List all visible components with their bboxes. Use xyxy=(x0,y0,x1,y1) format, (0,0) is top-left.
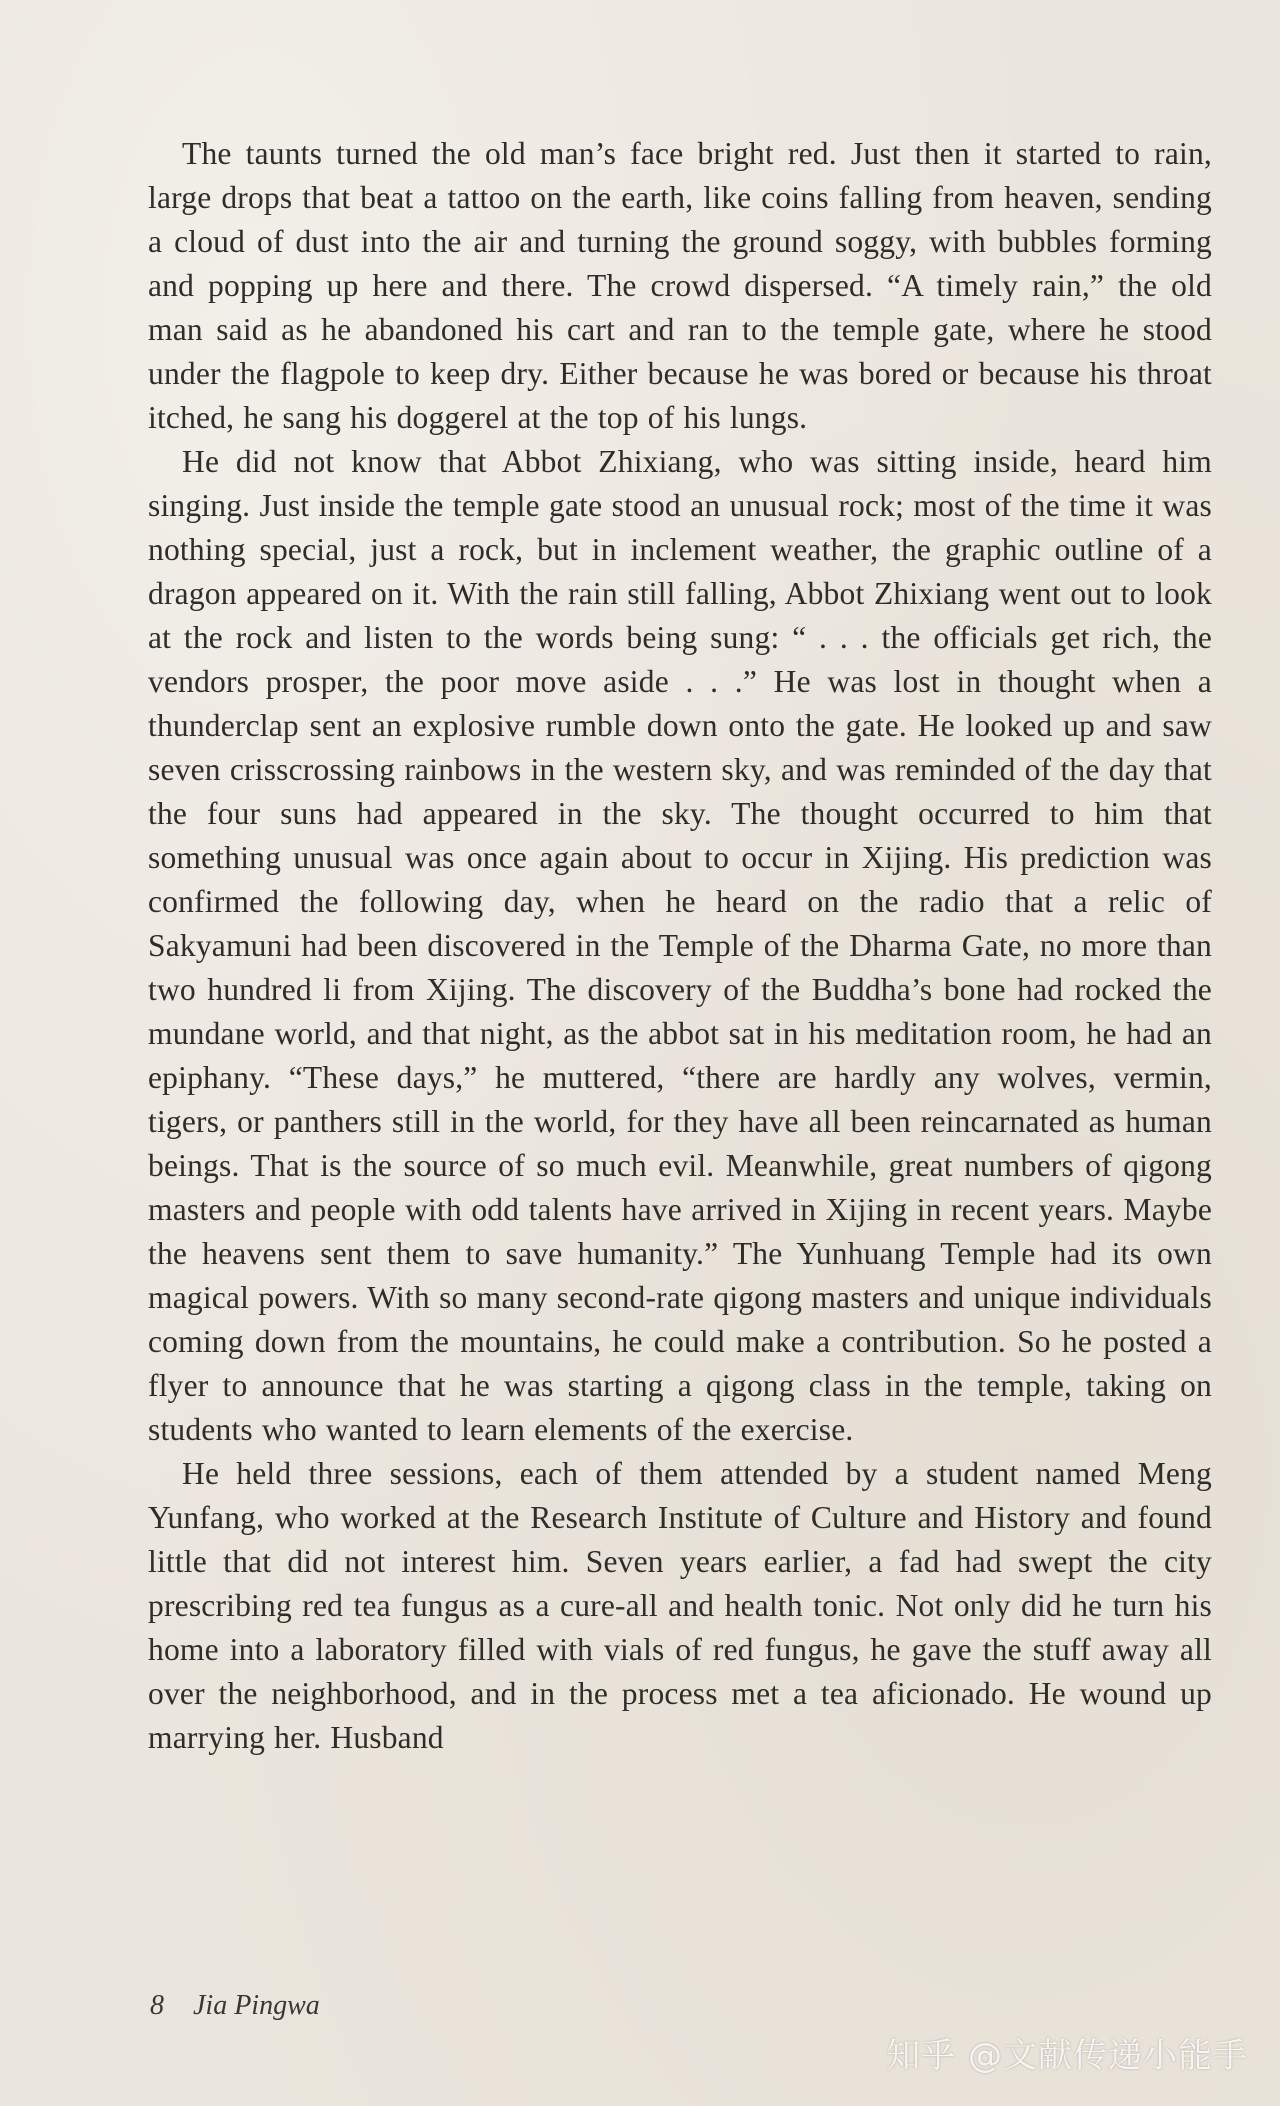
paragraph-3: He held three sessions, each of them attended by a student named Meng Yunfang, who worked at the Research Institute of Culture and History and found little that did not interest him. Seven years earlier, a fad had swept the city prescribing red tea fungus as a cure-all and health tonic. Not only did he turn his home into a laboratory filled with vials of red fungus, he gave the stuff away all over the neighborhood, and in the process met a tea aficionado. He wound up marrying her. Husband xyxy=(148,1456,1212,1755)
watermark-text: 知乎 @文献传递小能手 xyxy=(886,2036,1248,2076)
paragraph-2: He did not know that Abbot Zhixiang, who was sitting inside, heard him singing. Just inside the temple gate stood an unusual rock; most of the time it was nothing special, just a rock, but in inclement weather, the graphic outline of a dragon appeared on it. With the rain still falling, Abbot Zhixiang went out to look at the rock and listen to the words being sung: “ . . . the officials get rich, the vendors prosper, the poor move aside . . .” He was lost in thought when a thunderclap sent an explosive rumble down onto the gate. He looked up and saw seven crisscrossing rainbows in the western sky, and was reminded of the day that the four suns had appeared in the sky. The thought occurred to him that something unusual was once again about to occur in Xijing. His prediction was confirmed the following day, when he heard on the radio that a relic of Sakyamuni had been discovered in the Temple of the Dharma Gate, no more than two hundred li from Xijing. The discovery of the Buddha’s bone had rocked the mundane world, and that night, as the abbot sat in his meditation room, he had an epiphany. “These days,” he muttered, “there are hardly any wolves, vermin, tigers, or panthers still in the world, for they have all been reincarnated as human beings. That is the source of so much evil. Meanwhile, great numbers of qigong masters and people with odd talents have arrived in Xijing in recent years. Maybe the heavens sent them to save humanity.” The Yunhuang Temple had its own magical powers. With so many second-rate qigong masters and unique individuals coming down from the mountains, he could make a contribution. So he posted a flyer to announce that he was starting a qigong class in the temple, taking on students who wanted to learn elements of the exercise. xyxy=(148,444,1212,1447)
paragraph-1: The taunts turned the old man’s face bright red. Just then it started to rain, large drops that beat a tattoo on the earth, like coins falling from heaven, sending a cloud of dust into the air and turning the ground soggy, with bubbles forming and popping up here and there. The crowd dispersed. “A timely rain,” the old man said as he abandoned his cart and ran to the temple gate, where he stood under the flagpole to keep dry. Either because he was bored or because his throat itched, he sang his doggerel at the top of his lungs. xyxy=(148,136,1212,435)
page-number: 8 xyxy=(150,1990,164,2021)
running-footer-author: Jia Pingwa xyxy=(193,1990,320,2021)
body-text xyxy=(148,132,1212,1760)
page-footer xyxy=(150,1990,320,2022)
